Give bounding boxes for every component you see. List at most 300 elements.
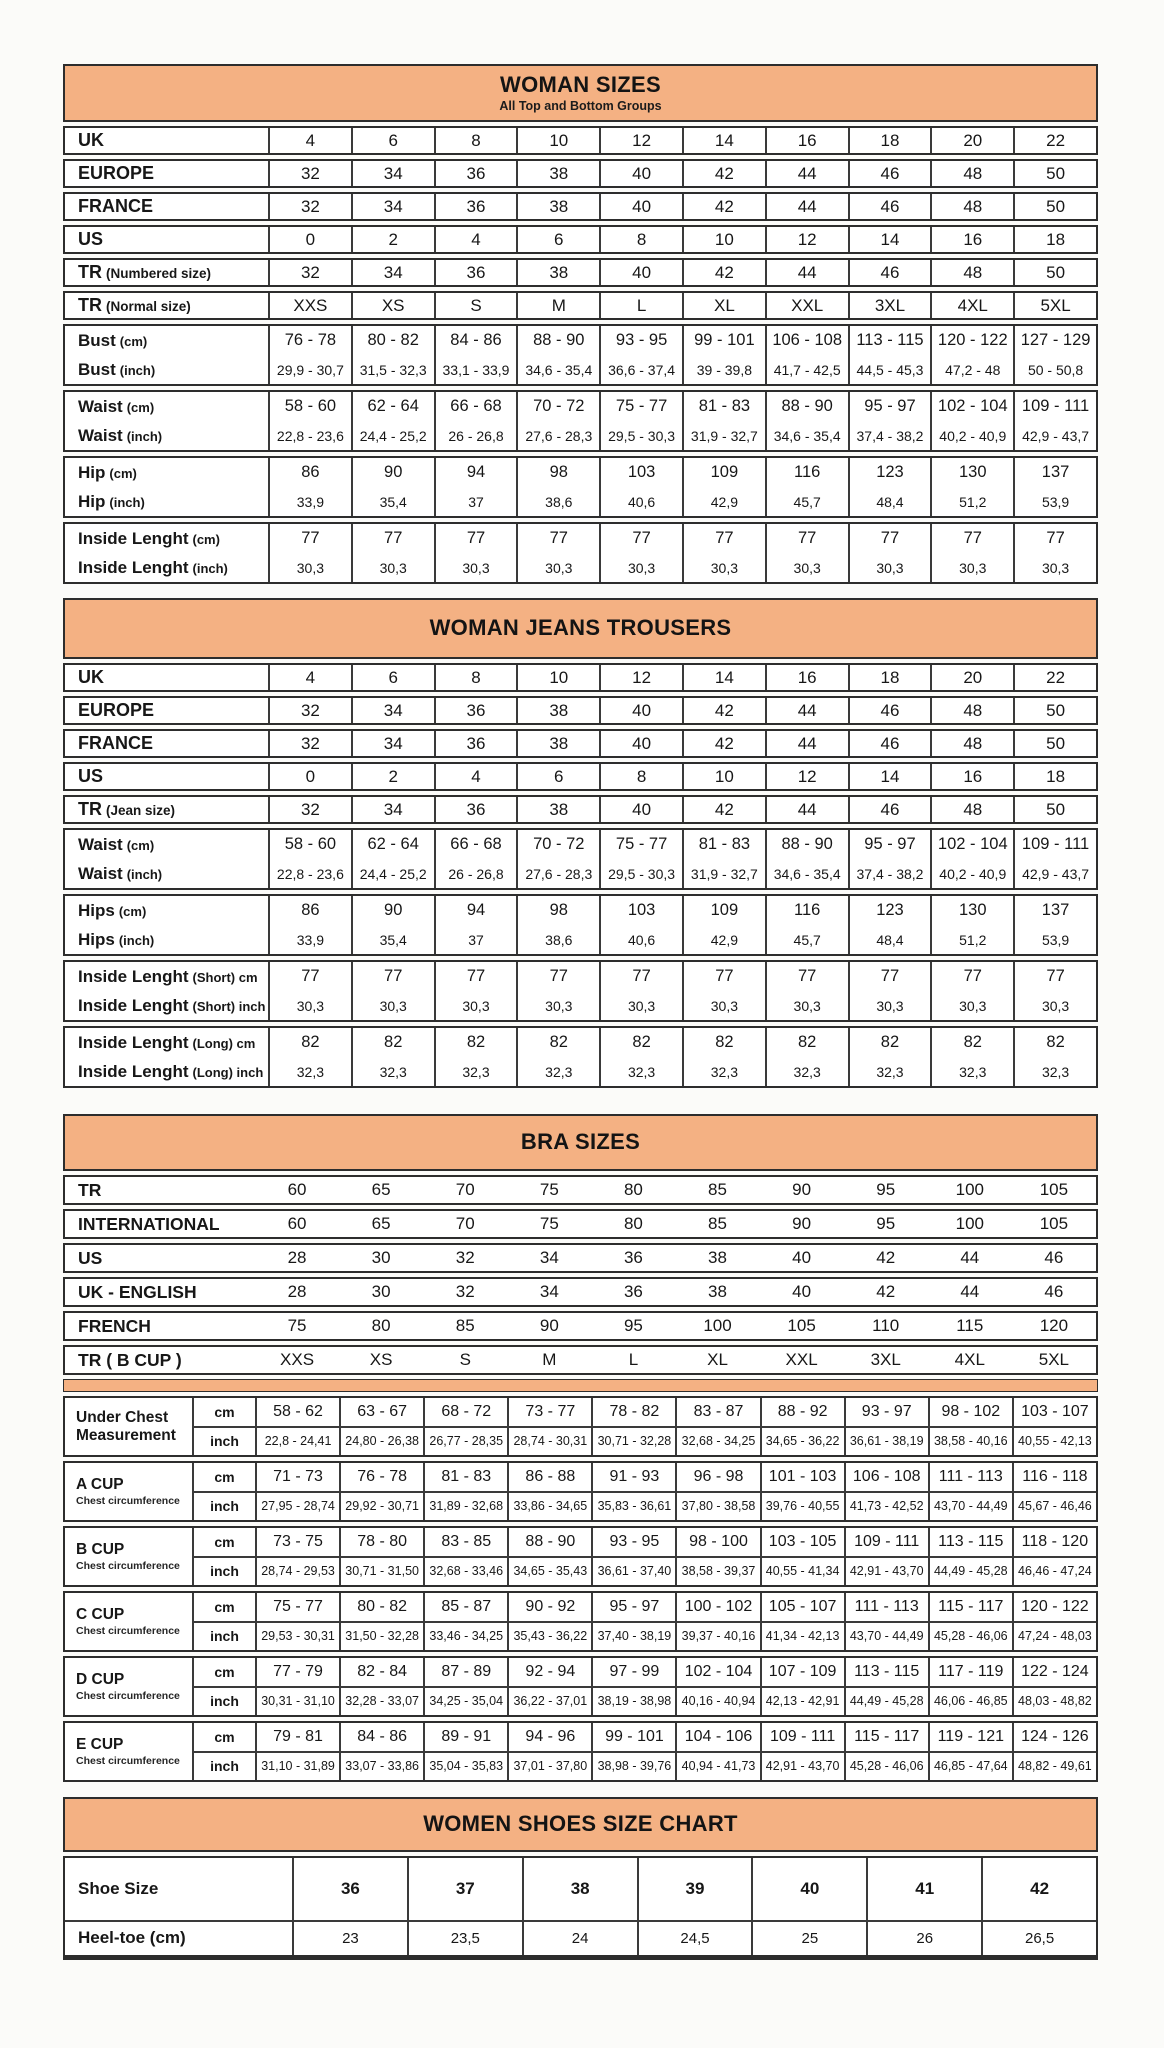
value-column	[434, 458, 517, 516]
row-label	[65, 962, 268, 991]
value-cell: XS	[369, 1350, 393, 1369]
value-cell: 44,49 - 45,28	[846, 1686, 928, 1716]
value-cell: 42	[682, 194, 765, 219]
unit-cell: cm	[214, 1468, 235, 1485]
value-cell: 6	[516, 227, 599, 252]
row-label	[65, 392, 268, 421]
value-column	[682, 326, 765, 384]
value-column	[599, 458, 682, 516]
value-cell: 22	[1013, 665, 1096, 690]
value-cell: 46	[1044, 1282, 1064, 1301]
value-cell: 30,3	[710, 559, 738, 576]
value-cell: 77	[466, 529, 486, 547]
row-label-text: Inside Lenght	[78, 557, 189, 577]
value-cell: 100 - 102	[684, 1597, 753, 1615]
value-column	[339, 1723, 423, 1780]
value-cell: 80 - 82	[367, 331, 419, 349]
value-column	[599, 962, 682, 1020]
value-column	[930, 962, 1013, 1020]
value-cell: 97 - 99	[609, 1662, 660, 1680]
value-cell: 95 - 97	[864, 397, 916, 415]
value-column	[848, 896, 931, 954]
value-cell: 40	[599, 731, 682, 756]
value-cell: 40,94 - 41,73	[677, 1751, 759, 1781]
value-cell: 103 - 105	[768, 1532, 837, 1550]
value-column	[760, 1723, 844, 1780]
value-cell: 77	[549, 967, 568, 985]
value-cell: 35,83 - 36,61	[593, 1491, 675, 1521]
value-cell: 50 - 50,8	[1027, 361, 1084, 378]
cup-sublabel: Chest circumference	[76, 1494, 180, 1507]
row-label-text: Waist	[78, 396, 123, 416]
value-cell: 90	[539, 1316, 559, 1335]
row-label-column	[65, 962, 268, 1020]
value-cell: 92 - 94	[525, 1662, 576, 1680]
cup-label: B CUP	[76, 1541, 125, 1559]
value-cell: 109	[710, 463, 739, 481]
value-cell: 88 - 90	[525, 1532, 576, 1550]
value-cell: 40,6	[627, 931, 656, 948]
value-cell: 26	[868, 1920, 981, 1955]
row-label-note: (inch)	[126, 429, 163, 444]
row-label	[65, 1658, 192, 1715]
row-label-text: FRANCE	[78, 196, 153, 216]
value-cell: 22,8 - 24,41	[257, 1426, 339, 1456]
unit-column	[192, 1463, 255, 1520]
value-cell: 32	[268, 260, 351, 285]
unit-column	[192, 1658, 255, 1715]
row-label-note: (cm)	[119, 334, 148, 349]
row-label-text: FRENCH	[78, 1315, 151, 1336]
cup-label: A CUP	[76, 1476, 124, 1494]
row-label	[65, 128, 268, 153]
value-cell: 38,19 - 38,98	[593, 1686, 675, 1716]
value-column	[1013, 962, 1096, 1020]
value-cell: 130	[959, 463, 987, 481]
value-cell: 36	[623, 1248, 643, 1267]
row-label-text: US	[78, 766, 104, 786]
value-cell: 46	[848, 731, 931, 756]
value-cell: 32,3	[296, 1063, 325, 1080]
value-cell: 113 - 115	[856, 331, 924, 349]
row-label	[65, 260, 268, 285]
value-cell: 48,4	[876, 493, 904, 510]
value-column	[765, 1028, 848, 1086]
row-label-text: Inside Lenght	[78, 1061, 189, 1081]
value-cell: 32	[455, 1248, 475, 1267]
value-cell: 58 - 60	[284, 835, 337, 853]
value-cell: 42	[682, 731, 765, 756]
value-cell: 46,06 - 46,85	[930, 1686, 1012, 1716]
value-cell: 53,9	[1041, 493, 1070, 510]
value-column	[522, 1858, 637, 1955]
value-cell: 40,2 - 40,9	[939, 865, 1007, 882]
value-cell: 60	[287, 1180, 307, 1199]
value-cell: 48	[930, 797, 1013, 822]
value-column	[351, 458, 434, 516]
value-cell: XS	[351, 293, 434, 318]
value-column	[1013, 1028, 1096, 1086]
value-cell: 40	[599, 260, 682, 285]
value-column	[434, 392, 517, 450]
value-cell: 12	[599, 665, 682, 690]
value-cell: 77	[715, 529, 734, 547]
value-column	[591, 1463, 675, 1520]
value-cell: 35,4	[379, 493, 407, 510]
value-cell: 26 - 26,8	[448, 427, 504, 444]
row-label-text: TR	[78, 799, 102, 819]
row-label	[65, 421, 268, 450]
value-cell: 85	[708, 1180, 727, 1199]
value-cell: 90	[792, 1214, 812, 1233]
value-cell: 44	[765, 731, 848, 756]
value-cell: 48,4	[876, 931, 904, 948]
row-label	[65, 293, 268, 318]
row-label-note: (cm)	[126, 838, 155, 853]
row-label-note: (inch)	[109, 495, 145, 510]
size-row	[63, 762, 1098, 791]
woman-sizes-table	[63, 64, 1098, 584]
value-cell: 99 - 101	[605, 1727, 664, 1745]
value-cell: 32	[268, 698, 351, 723]
value-cell: 76 - 78	[357, 1467, 408, 1485]
value-cell: 80	[623, 1214, 643, 1233]
value-cell: 66 - 68	[450, 397, 502, 415]
unit-cell: cm	[214, 1728, 235, 1745]
table-title: WOMEN SHOES SIZE CHART	[423, 1811, 738, 1837]
value-column	[516, 524, 599, 582]
value-column	[682, 896, 765, 954]
row-label	[65, 1057, 268, 1086]
value-cell: 38	[708, 1248, 727, 1267]
value-cell: 18	[848, 665, 931, 690]
cup-sublabel: Chest circumference	[76, 1689, 180, 1702]
value-cell: 45,7	[793, 931, 821, 948]
value-cell: 105	[1039, 1180, 1069, 1199]
value-cell: 22,8 - 23,6	[276, 427, 344, 444]
value-cell: 93 - 95	[609, 1532, 660, 1550]
value-cell: 38	[516, 797, 599, 822]
value-cell: 62 - 64	[367, 397, 419, 415]
row-label-note: (cm)	[192, 532, 220, 547]
value-cell: 60	[287, 1214, 307, 1233]
value-cell: 38	[516, 731, 599, 756]
value-column	[599, 830, 682, 888]
row-label-note: (Normal size)	[106, 299, 191, 314]
value-cell: 32,3	[959, 1063, 987, 1080]
value-column	[751, 1858, 866, 1955]
value-cell: 30,3	[379, 997, 407, 1014]
value-cell: 34	[351, 698, 434, 723]
value-cell: 10	[516, 128, 599, 153]
value-cell: 30,3	[545, 559, 573, 576]
row-label: Shoe Size	[78, 1879, 159, 1898]
value-column	[434, 896, 517, 954]
value-column	[675, 1723, 759, 1780]
value-column	[339, 1658, 423, 1715]
value-cell: 122 - 124	[1021, 1662, 1089, 1680]
value-cell: 32	[268, 797, 351, 822]
value-cell: 103	[627, 901, 656, 919]
row-label	[65, 487, 268, 516]
value-cell: 8	[599, 227, 682, 252]
value-cell: M	[516, 293, 599, 318]
value-cell: 71 - 73	[273, 1467, 323, 1485]
value-column	[765, 830, 848, 888]
value-cell: 81 - 83	[698, 835, 751, 853]
value-cell: 88 - 92	[777, 1402, 828, 1420]
value-cell: 38	[516, 698, 599, 723]
value-cell: 32	[455, 1282, 475, 1301]
value-cell: 46	[848, 194, 931, 219]
value-cell: 14	[682, 128, 765, 153]
unit-cell: cm	[214, 1403, 235, 1420]
value-cell: 38	[516, 260, 599, 285]
row-label-column	[65, 392, 268, 450]
value-cell: 104 - 106	[684, 1727, 753, 1745]
value-column	[423, 1528, 507, 1585]
value-cell: 100	[955, 1214, 984, 1233]
value-cell: 66 - 68	[450, 835, 502, 853]
value-cell: 90	[384, 901, 403, 919]
row-label-note: (cm)	[118, 904, 147, 919]
value-cell: 100	[955, 1180, 984, 1199]
value-cell: 4	[268, 128, 351, 153]
woman-jeans-trousers-table	[63, 598, 1098, 1088]
value-cell: 45,28 - 46,06	[930, 1621, 1012, 1651]
value-column	[351, 524, 434, 582]
value-cell: 27,6 - 28,3	[525, 865, 593, 882]
value-cell: 31,9 - 32,7	[690, 865, 758, 882]
value-cell: 32,68 - 33,46	[425, 1556, 507, 1586]
row-label-text: UK - ENGLISH	[78, 1281, 197, 1302]
value-cell: 36,61 - 38,19	[846, 1426, 928, 1456]
row-label-text: Hips	[78, 900, 115, 920]
value-cell: 137	[1041, 463, 1070, 481]
value-cell: 32,3	[627, 1063, 656, 1080]
value-cell: 32,3	[710, 1063, 738, 1080]
value-cell: 31,89 - 32,68	[425, 1491, 507, 1521]
cup-label: Under Chest Measurement	[76, 1408, 176, 1444]
value-cell: 98	[549, 463, 568, 481]
value-column	[255, 1723, 339, 1780]
value-cell: 42	[682, 698, 765, 723]
value-cell: 10	[682, 227, 765, 252]
value-cell: 2	[351, 764, 434, 789]
value-cell: 47,24 - 48,03	[1014, 1621, 1096, 1651]
row-label-text: US	[78, 229, 104, 249]
value-cell: 116	[794, 901, 821, 919]
size-row-pair	[63, 522, 1098, 584]
value-cell: 36,6 - 37,4	[608, 361, 676, 378]
value-cell: 30,3	[793, 997, 821, 1014]
value-column	[507, 1593, 591, 1650]
bra-band-row	[63, 1277, 1098, 1307]
value-column	[682, 524, 765, 582]
value-column	[599, 1028, 682, 1086]
value-cell: 24,4 - 25,2	[359, 427, 427, 444]
value-cell: 116	[794, 463, 821, 481]
value-cell: 23,5	[409, 1920, 522, 1955]
value-cell: 85	[708, 1214, 727, 1233]
value-cell: 95	[623, 1316, 643, 1335]
value-cell: 30,3	[296, 559, 325, 576]
value-cell: 4	[268, 665, 351, 690]
value-cell: 58 - 62	[273, 1402, 323, 1420]
row-label	[65, 1028, 268, 1057]
value-column	[507, 1398, 591, 1455]
value-column	[591, 1723, 675, 1780]
value-column	[255, 1658, 339, 1715]
value-cell: 48	[930, 194, 1013, 219]
value-cell: 101 - 103	[768, 1467, 837, 1485]
value-cell: 116 - 118	[1022, 1467, 1088, 1485]
value-column	[848, 392, 931, 450]
row-label-text: EUROPE	[78, 700, 155, 720]
row-label-text: Waist	[78, 863, 123, 883]
value-column	[844, 1528, 928, 1585]
value-cell: 46	[848, 161, 931, 186]
value-cell: 8	[599, 764, 682, 789]
value-column	[930, 458, 1013, 516]
value-cell: 12	[765, 227, 848, 252]
size-row-pair	[63, 456, 1098, 518]
orange-divider-bar	[63, 1379, 1098, 1392]
value-column	[765, 896, 848, 954]
value-cell: 75	[287, 1316, 307, 1335]
row-label	[65, 896, 268, 925]
value-column	[682, 458, 765, 516]
value-cell: 44	[765, 194, 848, 219]
value-cell: 31,10 - 31,89	[257, 1751, 339, 1781]
unit-column	[192, 1593, 255, 1650]
value-cell: 16	[930, 227, 1013, 252]
value-cell: 37	[455, 1879, 475, 1898]
value-cell: 86	[301, 463, 320, 481]
value-cell: 109 - 111	[769, 1727, 836, 1745]
value-cell: 82	[963, 1033, 982, 1051]
value-cell: 42,91 - 43,70	[762, 1751, 844, 1781]
bra-band-row	[63, 1243, 1098, 1273]
value-cell: 32	[268, 194, 351, 219]
row-label-text: FRANCE	[78, 733, 153, 753]
value-cell: L	[628, 1350, 639, 1369]
value-cell: 40,55 - 42,13	[1014, 1426, 1096, 1456]
value-cell: 40	[599, 698, 682, 723]
value-column	[1013, 458, 1096, 516]
value-column	[675, 1528, 759, 1585]
value-cell: 45,28 - 46,06	[846, 1751, 928, 1781]
row-label-note: (Short) inch	[192, 999, 266, 1014]
value-cell: 48,82 - 49,61	[1014, 1751, 1096, 1781]
value-column	[844, 1463, 928, 1520]
value-cell: 27,95 - 28,74	[257, 1491, 339, 1521]
value-cell: 65	[371, 1180, 391, 1199]
row-label-note: (Short) cm	[192, 970, 258, 985]
value-cell: 34,65 - 35,43	[509, 1556, 591, 1586]
value-cell: 34	[351, 161, 434, 186]
cup-label: C CUP	[76, 1606, 125, 1624]
value-cell: 30,3	[627, 997, 656, 1014]
size-row	[63, 192, 1098, 221]
value-column	[599, 896, 682, 954]
row-label-note: (cm)	[109, 466, 137, 481]
value-cell: 33,86 - 34,65	[509, 1491, 591, 1521]
row-label-column	[65, 896, 268, 954]
woman-sizes-header	[63, 64, 1098, 122]
size-row-pair	[63, 828, 1098, 890]
value-cell: 105	[1039, 1214, 1069, 1233]
value-cell: 32,68 - 34,25	[677, 1426, 759, 1456]
value-cell: 77 - 79	[273, 1662, 323, 1680]
value-cell: 5XL	[1038, 1350, 1070, 1369]
cup-sublabel: Chest circumference	[76, 1624, 180, 1637]
value-column	[339, 1528, 423, 1585]
row-label-text: EUROPE	[78, 163, 155, 183]
value-column	[760, 1593, 844, 1650]
value-cell: 113 - 115	[854, 1662, 920, 1680]
value-cell: 34	[351, 260, 434, 285]
value-cell: 62 - 64	[367, 835, 419, 853]
value-column	[765, 524, 848, 582]
value-column	[339, 1398, 423, 1455]
row-label-text: UK	[78, 667, 104, 687]
value-cell: 14	[682, 665, 765, 690]
value-column	[760, 1463, 844, 1520]
value-column	[682, 830, 765, 888]
value-cell: 88 - 90	[781, 835, 833, 853]
value-cell: 38,6	[545, 493, 573, 510]
value-cell: 38,58 - 39,37	[677, 1556, 759, 1586]
value-cell: 34	[351, 797, 434, 822]
value-cell: 77	[632, 529, 651, 547]
value-column	[930, 896, 1013, 954]
value-cell: 37,01 - 37,80	[509, 1751, 591, 1781]
value-cell: 48	[930, 698, 1013, 723]
value-cell: 6	[516, 764, 599, 789]
value-cell: 18	[848, 128, 931, 153]
row-label-text: TR	[78, 1179, 102, 1200]
value-cell: 30,3	[462, 559, 490, 576]
value-cell: 50	[1013, 194, 1096, 219]
value-cell: 82	[715, 1033, 734, 1051]
value-cell: 90	[792, 1180, 812, 1199]
value-column	[423, 1723, 507, 1780]
value-cell: 99 - 101	[694, 331, 755, 349]
row-label-column	[65, 830, 268, 888]
value-cell: 48,03 - 48,82	[1014, 1686, 1096, 1716]
value-cell: 25	[753, 1920, 866, 1955]
row-label-note: (Long) inch	[192, 1065, 264, 1080]
row-label	[65, 1177, 255, 1203]
value-cell: 26 - 26,8	[448, 865, 504, 882]
value-cell: 42,9 - 43,7	[1022, 427, 1090, 444]
value-cell: 47,2 - 48	[945, 361, 1001, 378]
woman-jeans-header	[63, 598, 1098, 659]
value-cell: 38	[570, 1879, 590, 1898]
value-cell: 4	[434, 764, 517, 789]
row-label-text: Waist	[78, 834, 123, 854]
value-column	[516, 458, 599, 516]
value-cell: 86	[301, 901, 320, 919]
value-cell: 88 - 90	[533, 331, 585, 349]
value-cell: 75 - 77	[615, 835, 668, 853]
table-title: WOMAN SIZES	[500, 71, 661, 97]
value-column	[268, 962, 351, 1020]
size-row	[63, 291, 1098, 320]
row-label-text: UK	[78, 130, 104, 150]
value-cell: 40,16 - 40,94	[677, 1686, 759, 1716]
